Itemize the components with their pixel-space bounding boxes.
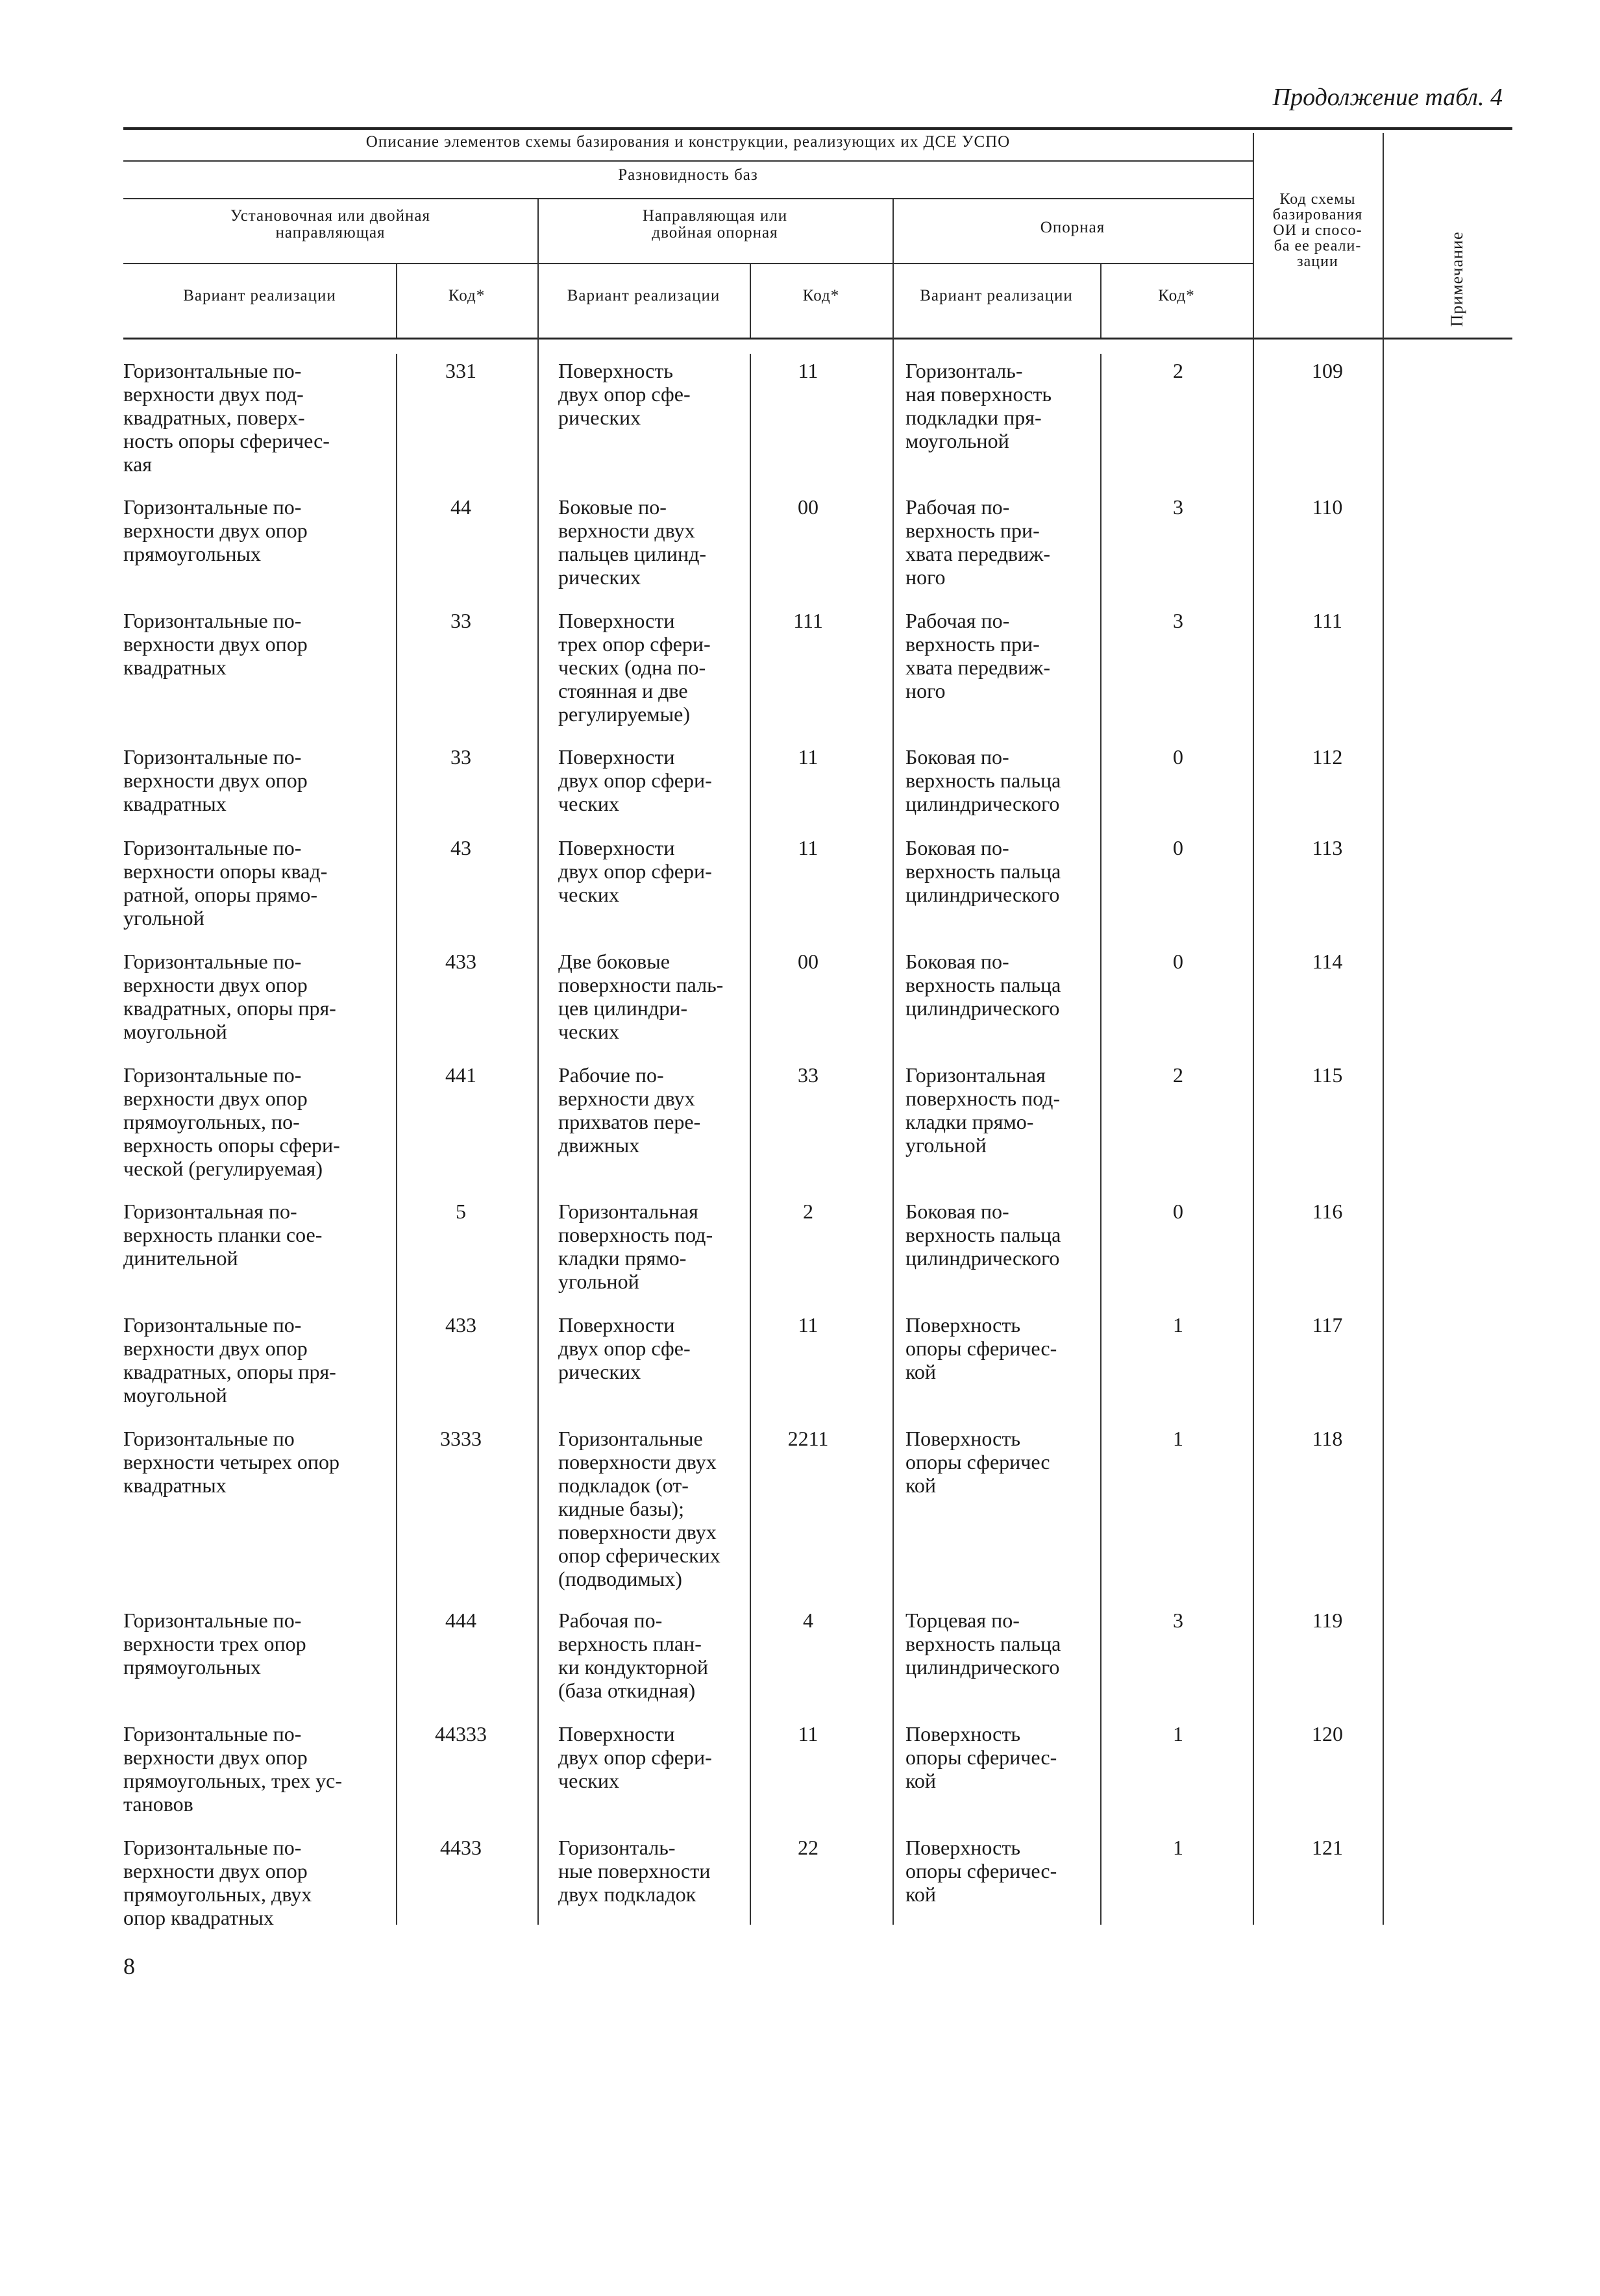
- header-note-label: Примечание: [1447, 231, 1466, 327]
- scheme-code: 111: [1312, 609, 1342, 632]
- guiding-code: 2211: [787, 1427, 829, 1450]
- support-code: 1: [1173, 1313, 1183, 1337]
- scheme-code: 121: [1312, 1836, 1343, 1859]
- header-code-3: Код*: [1158, 287, 1195, 304]
- setting-variant: Горизонтальные по- верхности двух под- квадратных, поверх- ность опоры сферичес- кая: [123, 359, 330, 476]
- vline-scheme: [1253, 133, 1254, 1925]
- scheme-code: 112: [1312, 745, 1343, 769]
- setting-code: 33: [450, 745, 471, 769]
- setting-variant: Горизонтальные по- верхности двух опор квадратных, опоры пря- моугольной: [123, 950, 336, 1043]
- support-variant: Рабочая по- верхность при- хвата передвиж- ного: [905, 609, 1051, 702]
- support-variant: Горизонталь- ная поверхность подкладки пря- моугольной: [905, 359, 1052, 452]
- guiding-variant: Поверхность двух опор сфе- рических: [558, 359, 691, 429]
- support-code: 3: [1173, 495, 1183, 519]
- guiding-variant: Поверхности двух опор сфери- ческих: [558, 745, 712, 815]
- guiding-code: 00: [798, 950, 818, 973]
- guiding-variant: Боковые по- верхности двух пальцев цилинд- рических: [558, 495, 707, 589]
- support-variant: Поверхность опоры сферичес- кой: [905, 1313, 1057, 1383]
- guiding-variant: Поверхности трех опор сфери- ческих (одна по- стоянная и две регулируемые): [558, 609, 711, 726]
- support-variant: Боковая по- верхность пальца цилиндрического: [905, 745, 1061, 815]
- support-code: 1: [1173, 1836, 1183, 1859]
- scheme-code: 120: [1312, 1722, 1343, 1746]
- support-code: 0: [1173, 950, 1183, 973]
- header-code-1: Код*: [448, 287, 486, 304]
- support-variant: Боковая по- верхность пальца цилиндрического: [905, 836, 1061, 906]
- setting-code: 44333: [435, 1722, 487, 1746]
- vline-note: [1383, 133, 1384, 1925]
- rule-top: [123, 127, 1512, 130]
- guiding-code: 22: [798, 1836, 818, 1859]
- setting-code: 44: [450, 495, 471, 519]
- scheme-code: 109: [1312, 359, 1343, 382]
- support-code: 0: [1173, 745, 1183, 769]
- setting-variant: Горизонтальные по- верхности двух опор квадратных: [123, 745, 308, 815]
- guiding-code: 2: [803, 1200, 813, 1223]
- scheme-code: 118: [1312, 1427, 1343, 1450]
- support-variant: Боковая по- верхность пальца цилиндрического: [905, 1200, 1061, 1270]
- support-code: 0: [1173, 836, 1183, 859]
- scheme-code: 115: [1312, 1063, 1343, 1087]
- guiding-variant: Две боковые поверхности паль- цев цилиндри- ческих: [558, 950, 724, 1043]
- setting-variant: Горизонтальная по- верхность планки сое- динительной: [123, 1200, 323, 1270]
- setting-code: 5: [456, 1200, 466, 1223]
- vline-group1: [537, 198, 539, 1925]
- vline-group2: [892, 198, 894, 1925]
- header-variant-2: Вариант реализации: [567, 287, 720, 304]
- setting-code: 43: [450, 836, 471, 859]
- setting-variant: Горизонтальные по- верхности двух опор прямоугольных, по- верхность опоры сфери- ческой (регулируемая): [123, 1063, 340, 1180]
- guiding-variant: Горизонтальная поверхность под- кладки прямо- угольной: [558, 1200, 713, 1293]
- scheme-code: 116: [1312, 1200, 1343, 1223]
- support-code: 3: [1173, 609, 1183, 632]
- guiding-code: 11: [798, 1313, 818, 1337]
- setting-variant: Горизонтальные по- верхности опоры квад- ратной, опоры прямо- угольной: [123, 836, 328, 930]
- setting-code: 3333: [440, 1427, 482, 1450]
- header-group-support: Опорная: [1040, 219, 1105, 236]
- guiding-variant: Поверхности двух опор сфери- ческих: [558, 836, 712, 906]
- setting-code: 444: [445, 1609, 476, 1632]
- header-scheme-code: Код схемы базирования ОИ и спосо- ба ее реали- зации: [1272, 191, 1363, 270]
- scheme-code: 117: [1312, 1313, 1343, 1337]
- support-variant: Торцевая по- верхность пальца цилиндрического: [905, 1609, 1061, 1679]
- guiding-variant: Рабочая по- верхность план- ки кондукторной (база откидная): [558, 1609, 708, 1702]
- support-variant: Рабочая по- верхность при- хвата передвиж- ного: [905, 495, 1051, 589]
- guiding-variant: Поверхности двух опор сфери- ческих: [558, 1722, 712, 1792]
- header-group-setting: Установочная или двойная направляющая: [230, 207, 430, 241]
- support-code: 2: [1173, 359, 1183, 382]
- support-code: 0: [1173, 1200, 1183, 1223]
- header-base-types: Разновидность баз: [618, 166, 758, 184]
- support-code: 3: [1173, 1609, 1183, 1632]
- rule-header-bottom: [123, 338, 1512, 339]
- header-code-2: Код*: [802, 287, 840, 304]
- support-code: 2: [1173, 1063, 1183, 1087]
- setting-variant: Горизонтальные по- верхности двух опор квадратных: [123, 609, 308, 679]
- guiding-variant: Поверхности двух опор сфе- рических: [558, 1313, 691, 1383]
- setting-code: 433: [445, 1313, 476, 1337]
- setting-variant: Горизонтальные по- верхности двух опор квадратных, опоры пря- моугольной: [123, 1313, 336, 1407]
- setting-code: 331: [445, 359, 476, 382]
- page-number: 8: [123, 1953, 135, 1979]
- header-description: Описание элементов схемы базирования и конструкции, реализующих их ДСЕ УСПО: [365, 133, 1011, 151]
- support-variant: Поверхность опоры сферичес- кой: [905, 1836, 1057, 1906]
- scheme-code: 119: [1312, 1609, 1343, 1632]
- scheme-code: 110: [1312, 495, 1343, 519]
- rule-header-2: [123, 198, 1253, 199]
- setting-code: 4433: [440, 1836, 482, 1859]
- guiding-code: 11: [798, 745, 818, 769]
- guiding-code: 00: [798, 495, 818, 519]
- setting-variant: Горизонтальные по- верхности двух опор прямоугольных, трех ус- тановов: [123, 1722, 342, 1816]
- scheme-code: 113: [1312, 836, 1343, 859]
- guiding-code: 111: [793, 609, 823, 632]
- vline-desc3-body: [1100, 354, 1102, 1925]
- guiding-variant: Горизонталь- ные поверхности двух подкладок: [558, 1836, 711, 1906]
- header-group-guiding: Направляющая или двойная опорная: [642, 207, 788, 241]
- setting-variant: Горизонтальные по- верхности двух опор прямоугольных, двух опор квадратных: [123, 1836, 312, 1929]
- setting-code: 441: [445, 1063, 476, 1087]
- support-variant: Поверхность опоры сферичес кой: [905, 1427, 1050, 1497]
- setting-variant: Горизонтальные по- верхности трех опор прямоугольных: [123, 1609, 306, 1679]
- guiding-variant: Горизонтальные поверхности двух подкладок (от- кидные базы); поверхности двух опор сферических (подводимых): [558, 1427, 720, 1590]
- guiding-variant: Рабочие по- верхности двух прихватов пере- движных: [558, 1063, 701, 1157]
- support-code: 1: [1173, 1722, 1183, 1746]
- setting-variant: Горизонтальные по верхности четырех опор квадратных: [123, 1427, 340, 1497]
- guiding-code: 4: [803, 1609, 813, 1632]
- setting-code: 433: [445, 950, 476, 973]
- vline-desc1-body: [396, 354, 397, 1925]
- guiding-code: 11: [798, 836, 818, 859]
- rule-header-3: [123, 263, 1253, 264]
- setting-variant: Горизонтальные по- верхности двух опор прямоугольных: [123, 495, 308, 565]
- guiding-code: 11: [798, 1722, 818, 1746]
- guiding-code: 33: [798, 1063, 818, 1087]
- support-variant: Горизонтальная поверхность под- кладки прямо- угольной: [905, 1063, 1061, 1157]
- support-variant: Поверхность опоры сферичес- кой: [905, 1722, 1057, 1792]
- support-variant: Боковая по- верхность пальца цилиндрического: [905, 950, 1061, 1020]
- support-code: 1: [1173, 1427, 1183, 1450]
- scheme-code: 114: [1312, 950, 1343, 973]
- header-variant-1: Вариант реализации: [183, 287, 336, 304]
- rule-header-1: [123, 160, 1253, 162]
- guiding-code: 11: [798, 359, 818, 382]
- table-continuation-title: Продолжение табл. 4: [1272, 84, 1503, 111]
- header-variant-3: Вариант реализации: [920, 287, 1073, 304]
- setting-code: 33: [450, 609, 471, 632]
